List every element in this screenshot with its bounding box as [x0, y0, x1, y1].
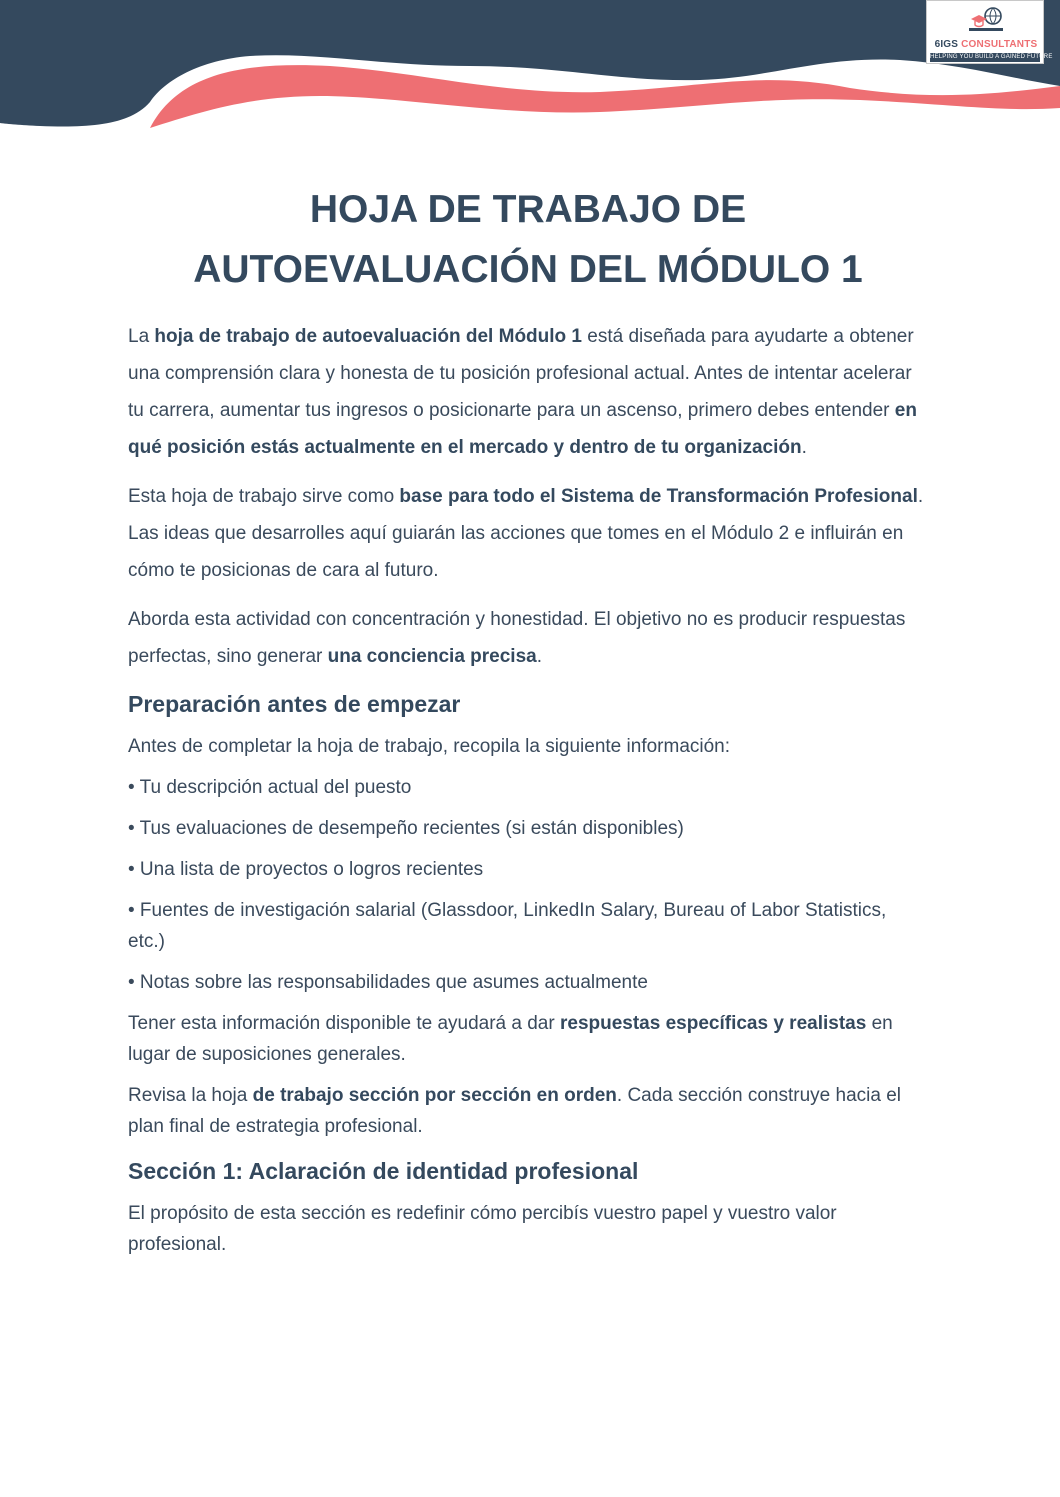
graduation-globe-logo-icon [965, 5, 1007, 35]
preparation-lead: Antes de completar la hoja de trabajo, recopila la siguiente información: [128, 736, 731, 757]
list-item: • Una lista de proyectos o logros recientes [128, 859, 484, 880]
intro-paragraph-2: Esta hoja de trabajo sirve como base para todo el Sistema de Transformación Profesional. Las ideas que desarrolles aquí guiarán las acciones que tomes en el Módulo 2 e influirán en cómo te posicionas de cara al futuro. [128, 486, 924, 581]
list-item: • Tus evaluaciones de desempeño recientes (si están disponibles) [128, 818, 684, 839]
logo-tagline: HELPING YOU BUILD A GAINED FUTURE [930, 54, 1053, 60]
intro-paragraph-1: La hoja de trabajo de autoevaluación del Módulo 1 está diseñada para ayudarte a obtener una comprensión clara y honesta de tu posición profesional actual. Antes de intentar acelerar tu carrera, aumentar tus ingresos o posicionarte para un ascenso, primero debes entender en qué posición estás actualmente en el mercado y dentro de tu organización. [128, 326, 917, 458]
preparation-paragraph-1: Tener esta información disponible te ayudará a dar respuestas específicas y realistas en lugar de suposiciones generales. [128, 1013, 893, 1065]
section1-heading: Sección 1: Aclaración de identidad profesional [128, 1158, 639, 1184]
preparation-paragraph-2: Revisa la hoja de trabajo sección por sección en orden. Cada sección construye hacia el plan final de estrategia profesional. [128, 1085, 901, 1137]
intro-paragraph-3: Aborda esta actividad con concentración y honestidad. El objetivo no es producir respuestas perfectas, sino generar una conciencia precisa. [128, 609, 906, 667]
logo-wordmark: 6IGS CONSULTANTS [934, 39, 1038, 50]
section1-paragraph: El propósito de esta sección es redefinir cómo percibís vuestro papel y vuestro valor profesional. [128, 1203, 837, 1255]
document-body [128, 180, 928, 1270]
preparation-heading: Preparación antes de empezar [128, 691, 461, 717]
list-item: • Notas sobre las responsabilidades que asumes actualmente [128, 972, 648, 993]
list-item: • Tu descripción actual del puesto [128, 777, 412, 798]
company-logo [926, 0, 1053, 64]
page-title: HOJA DE TRABAJO DE AUTOEVALUACIÓN DEL MÓDULO 1 [193, 188, 863, 291]
header-wave-decoration [0, 0, 1060, 140]
list-item: • Fuentes de investigación salarial (Glassdoor, LinkedIn Salary, Bureau of Labor Statistics, etc.) [128, 900, 887, 952]
